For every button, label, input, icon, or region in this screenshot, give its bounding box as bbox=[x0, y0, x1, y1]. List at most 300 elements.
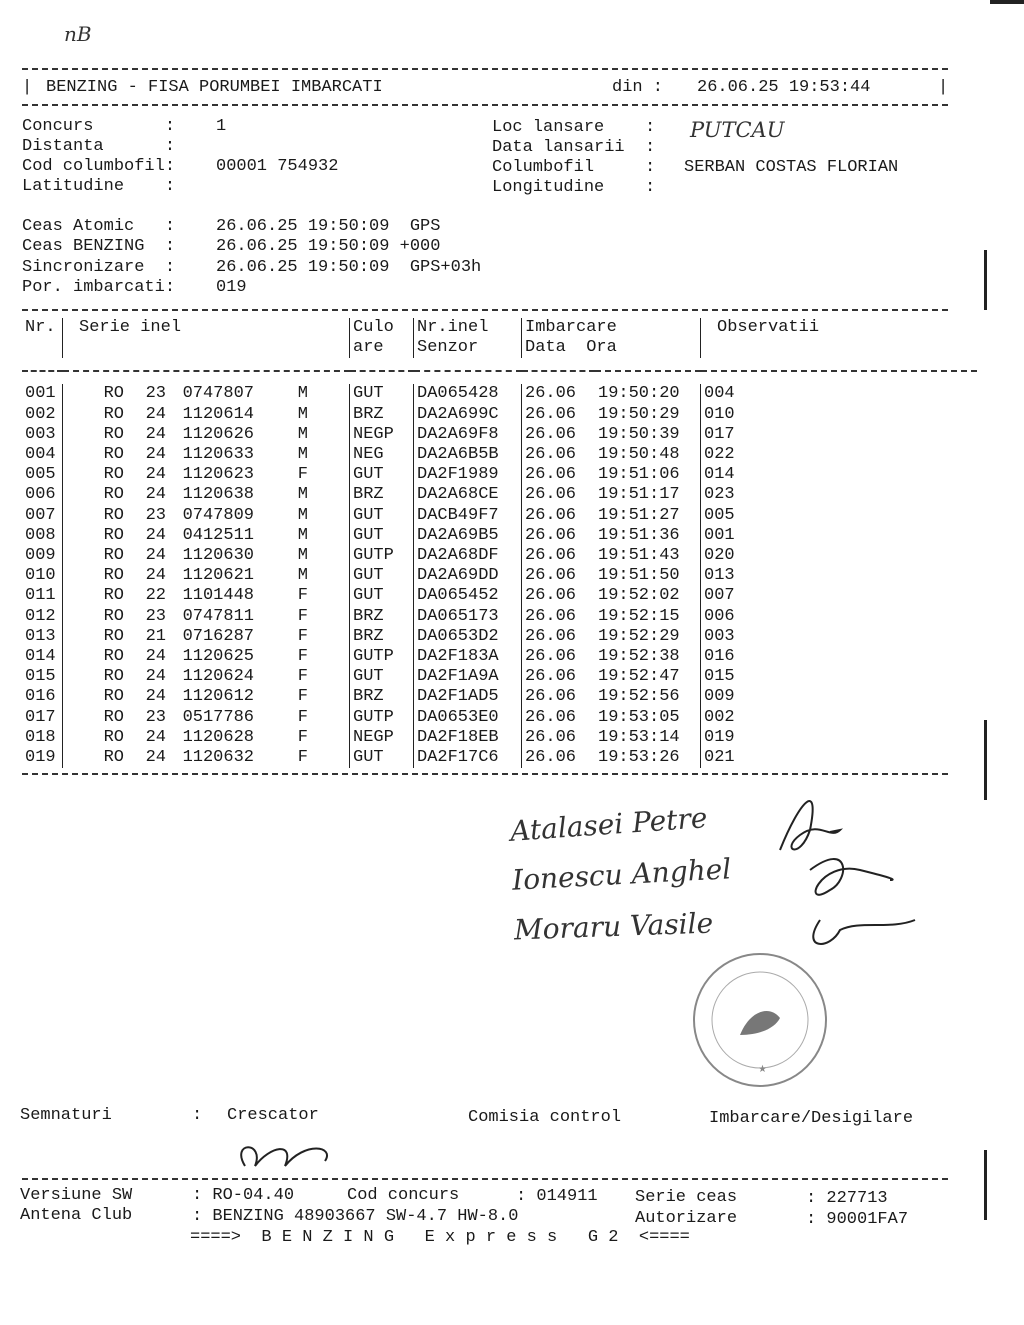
cell-inel: 0747811 bbox=[182, 606, 254, 626]
cell-sex: F bbox=[297, 727, 308, 747]
loc-lansare-label: Loc lansare : bbox=[492, 118, 656, 137]
antena-club-label: Antena Club bbox=[20, 1206, 133, 1225]
cell-ora: 19:52:47 bbox=[598, 667, 680, 687]
table-row bbox=[22, 526, 977, 546]
table-row bbox=[22, 485, 977, 505]
cell-tara: RO bbox=[103, 384, 124, 404]
ceas-benzing-label: Ceas BENZING : bbox=[22, 237, 176, 256]
ceas-benzing-value: 26.06.25 19:50:09 +000 bbox=[216, 237, 441, 256]
cell-ora: 19:51:06 bbox=[598, 465, 680, 485]
sincronizare-label: Sincronizare : bbox=[22, 258, 176, 277]
ceas-atomic-label: Ceas Atomic : bbox=[22, 217, 176, 236]
cell-tara: RO bbox=[103, 525, 124, 545]
cell-senzor: DA2F18EB bbox=[414, 728, 522, 748]
scan-artifact bbox=[990, 0, 1024, 4]
cell-an: 24 bbox=[145, 465, 166, 485]
cell-inel: 0716287 bbox=[182, 626, 254, 646]
header-culoare bbox=[350, 318, 414, 358]
cell-observatii: 017 bbox=[701, 425, 978, 445]
cell-tara: RO bbox=[103, 505, 124, 525]
header-observatii: Observatii bbox=[701, 318, 978, 358]
cell-tara: RO bbox=[103, 606, 124, 626]
header-culoare-line2: are bbox=[353, 338, 384, 358]
cell-serie-inel bbox=[63, 546, 350, 566]
header-left-bar: | bbox=[22, 78, 33, 97]
pigeon-table bbox=[22, 318, 977, 768]
cell-sex: F bbox=[297, 748, 308, 768]
cell-senzor: DA2A68DF bbox=[414, 546, 522, 566]
cell-sex: M bbox=[297, 566, 308, 586]
cell-inel: 1120626 bbox=[182, 424, 254, 444]
table-row bbox=[22, 506, 977, 526]
cell-inel: 0412511 bbox=[182, 525, 254, 545]
table-row bbox=[22, 566, 977, 586]
cell-tara: RO bbox=[103, 667, 124, 687]
cell-serie-inel bbox=[63, 607, 350, 627]
header-imbarcare bbox=[522, 318, 701, 358]
cell-culoare: GUT bbox=[350, 667, 414, 687]
cell-culoare: NEGP bbox=[350, 425, 414, 445]
header-right-bar: | bbox=[938, 78, 949, 97]
cell-nr: 016 bbox=[25, 687, 56, 707]
latitudine-label: Latitudine : bbox=[22, 177, 176, 196]
cell-an: 24 bbox=[145, 445, 166, 465]
cell-culoare: GUT bbox=[350, 506, 414, 526]
cell-serie-inel bbox=[63, 627, 350, 647]
versiune-sw-value: : RO-04.40 bbox=[192, 1186, 295, 1205]
cell-tara: RO bbox=[103, 727, 124, 747]
cell-culoare: BRZ bbox=[350, 627, 414, 647]
cell-serie-inel bbox=[63, 526, 350, 546]
separator bbox=[22, 104, 948, 106]
autorizare-label: Autorizare bbox=[635, 1209, 738, 1228]
pigeon-icon bbox=[740, 1011, 780, 1035]
separator bbox=[22, 309, 948, 311]
cell-data: 26.06 bbox=[522, 445, 596, 465]
cell-an: 23 bbox=[145, 707, 166, 727]
cell-an: 23 bbox=[145, 606, 166, 626]
cell-tara: RO bbox=[103, 626, 124, 646]
cell-culoare: GUT bbox=[350, 586, 414, 606]
separator bbox=[22, 1178, 948, 1180]
table-header-row bbox=[22, 318, 977, 358]
cell-serie-inel bbox=[63, 667, 350, 687]
distanta-label: Distanta : bbox=[22, 137, 176, 156]
loc-lansare-value: PUTCAU bbox=[690, 118, 785, 142]
cell-senzor: DA2A69B5 bbox=[414, 526, 522, 546]
cell-data: 26.06 bbox=[522, 627, 596, 647]
club-stamp bbox=[690, 950, 830, 1090]
cell-tara: RO bbox=[103, 586, 124, 606]
table-row bbox=[22, 465, 977, 485]
cell-ora: 19:51:36 bbox=[598, 525, 680, 545]
cell-data: 26.06 bbox=[522, 607, 596, 627]
cell-inel: 0517786 bbox=[182, 707, 254, 727]
table-row bbox=[22, 627, 977, 647]
cell-data: 26.06 bbox=[522, 465, 596, 485]
cell-data: 26.06 bbox=[522, 546, 596, 566]
cell-observatii: 004 bbox=[701, 384, 978, 404]
cell-inel: 1120624 bbox=[182, 667, 254, 687]
cell-culoare: BRZ bbox=[350, 607, 414, 627]
cell-data: 26.06 bbox=[522, 526, 596, 546]
cell-culoare: NEGP bbox=[350, 728, 414, 748]
cell-an: 24 bbox=[145, 404, 166, 424]
cell-observatii: 014 bbox=[701, 465, 978, 485]
cell-senzor: DA2A68CE bbox=[414, 485, 522, 505]
antena-club-value: : BENZING 48903667 SW-4.7 HW-8.0 bbox=[192, 1207, 519, 1226]
table-row bbox=[22, 667, 977, 687]
cell-observatii: 007 bbox=[701, 586, 978, 606]
cell-sex: M bbox=[297, 485, 308, 505]
imbarcare-desigilare-label: Imbarcare/Desigilare bbox=[709, 1109, 914, 1128]
header-nr-inel-line1: Nr.inel bbox=[417, 318, 489, 337]
handwritten-name-2: Ionescu Anghel bbox=[511, 852, 732, 897]
cell-inel: 1120612 bbox=[182, 687, 254, 707]
header-din-value: 26.06.25 19:53:44 bbox=[697, 78, 871, 97]
cell-nr: 011 bbox=[25, 586, 56, 606]
cell-senzor: DA2F183A bbox=[414, 647, 522, 667]
cell-observatii: 005 bbox=[701, 506, 978, 526]
handwritten-name-3: Moraru Vasile bbox=[513, 906, 714, 947]
cell-an: 24 bbox=[145, 566, 166, 586]
cell-nr: 006 bbox=[25, 485, 56, 505]
cell-data: 26.06 bbox=[522, 566, 596, 586]
cell-tara: RO bbox=[103, 465, 124, 485]
cell-observatii: 021 bbox=[701, 748, 978, 768]
cell-observatii: 010 bbox=[701, 405, 978, 425]
table-row bbox=[22, 728, 977, 748]
cell-sex: F bbox=[297, 465, 308, 485]
cell-tara: RO bbox=[103, 404, 124, 424]
cod-columbofil-label: Cod columbofil: bbox=[22, 157, 176, 176]
cell-observatii: 009 bbox=[701, 687, 978, 707]
cell-ora: 19:51:17 bbox=[598, 485, 680, 505]
cell-senzor: DACB49F7 bbox=[414, 506, 522, 526]
cell-ora: 19:51:50 bbox=[598, 566, 680, 586]
header-culoare-line1: Culo bbox=[353, 318, 394, 337]
table-row bbox=[22, 586, 977, 606]
cell-inel: 1101448 bbox=[182, 586, 254, 606]
cell-inel: 1120623 bbox=[182, 465, 254, 485]
header-nr-inel-senzor bbox=[414, 318, 522, 358]
cell-data: 26.06 bbox=[522, 405, 596, 425]
cell-serie-inel bbox=[63, 566, 350, 586]
porumbei-imbarcati-value: 019 bbox=[216, 278, 247, 297]
cell-nr: 017 bbox=[25, 707, 56, 727]
autorizare-value: : 90001FA7 bbox=[806, 1210, 909, 1229]
columbofil-value: SERBAN COSTAS FLORIAN bbox=[684, 158, 899, 177]
cell-observatii: 020 bbox=[701, 546, 978, 566]
benzing-banner: ====> B E N Z I N G E x p r e s s G 2 <==== bbox=[190, 1228, 690, 1247]
cell-nr: 018 bbox=[25, 727, 56, 747]
cell-culoare: GUT bbox=[350, 465, 414, 485]
cell-senzor: DA2F1AD5 bbox=[414, 687, 522, 707]
cell-nr: 002 bbox=[25, 404, 56, 424]
cell-senzor: DA2A69DD bbox=[414, 566, 522, 586]
cell-tara: RO bbox=[103, 424, 124, 444]
table-row bbox=[22, 607, 977, 627]
cell-an: 24 bbox=[145, 525, 166, 545]
cell-data: 26.06 bbox=[522, 586, 596, 606]
cell-an: 24 bbox=[145, 485, 166, 505]
cell-serie-inel bbox=[63, 728, 350, 748]
cell-senzor: DA2F1989 bbox=[414, 465, 522, 485]
cell-sex: M bbox=[297, 525, 308, 545]
cell-nr: 013 bbox=[25, 626, 56, 646]
cell-senzor: DA0653D2 bbox=[414, 627, 522, 647]
porumbei-imbarcati-label: Por. imbarcati: bbox=[22, 278, 176, 297]
cell-culoare: GUT bbox=[350, 748, 414, 768]
cell-an: 23 bbox=[145, 384, 166, 404]
cell-nr: 001 bbox=[25, 384, 56, 404]
cell-inel: 1120625 bbox=[182, 647, 254, 667]
cell-serie-inel bbox=[63, 687, 350, 707]
cell-data: 26.06 bbox=[522, 506, 596, 526]
cell-nr: 019 bbox=[25, 748, 56, 768]
cell-an: 24 bbox=[145, 727, 166, 747]
table-row bbox=[22, 647, 977, 667]
cell-tara: RO bbox=[103, 485, 124, 505]
cell-observatii: 016 bbox=[701, 647, 978, 667]
cell-serie-inel bbox=[63, 506, 350, 526]
cell-data: 26.06 bbox=[522, 687, 596, 707]
cell-data: 26.06 bbox=[522, 485, 596, 505]
comisia-control-label: Comisia control bbox=[468, 1108, 622, 1127]
cell-an: 24 bbox=[145, 424, 166, 444]
cell-culoare: NEG bbox=[350, 445, 414, 465]
cell-serie-inel bbox=[63, 586, 350, 606]
table-row bbox=[22, 546, 977, 566]
cell-nr: 003 bbox=[25, 424, 56, 444]
cell-an: 24 bbox=[145, 546, 166, 566]
serie-ceas-value: : 227713 bbox=[806, 1189, 888, 1208]
cell-an: 22 bbox=[145, 586, 166, 606]
cell-sex: F bbox=[297, 707, 308, 727]
table-row bbox=[22, 687, 977, 707]
header-nr-inel-line2: Senzor bbox=[417, 338, 479, 358]
crescator-label: Crescator bbox=[227, 1106, 319, 1125]
cell-tara: RO bbox=[103, 647, 124, 667]
header-imbarcare-line2: Data Ora bbox=[525, 338, 617, 358]
scan-artifact bbox=[984, 250, 987, 310]
separator bbox=[22, 773, 948, 775]
cell-ora: 19:52:29 bbox=[598, 626, 680, 646]
cell-tara: RO bbox=[103, 566, 124, 586]
cell-observatii: 022 bbox=[701, 445, 978, 465]
cell-ora: 19:51:43 bbox=[598, 546, 680, 566]
cell-nr: 008 bbox=[25, 525, 56, 545]
cell-data: 26.06 bbox=[522, 384, 596, 404]
cell-culoare: GUTP bbox=[350, 647, 414, 667]
cell-sex: F bbox=[297, 667, 308, 687]
cell-sex: F bbox=[297, 586, 308, 606]
ceas-atomic-value: 26.06.25 19:50:09 GPS bbox=[216, 217, 441, 236]
cell-sex: F bbox=[297, 687, 308, 707]
longitudine-label: Longitudine : bbox=[492, 178, 656, 197]
cell-ora: 19:53:26 bbox=[598, 748, 680, 768]
columbofil-label: Columbofil : bbox=[492, 158, 656, 177]
cell-ora: 19:53:05 bbox=[598, 707, 680, 727]
cell-serie-inel bbox=[63, 465, 350, 485]
cell-culoare: GUT bbox=[350, 526, 414, 546]
cell-senzor: DA2A69F8 bbox=[414, 425, 522, 445]
cell-culoare: GUTP bbox=[350, 708, 414, 728]
concurs-value: 1 bbox=[216, 117, 227, 136]
cell-ora: 19:52:02 bbox=[598, 586, 680, 606]
cell-ora: 19:50:48 bbox=[598, 445, 680, 465]
cell-observatii: 001 bbox=[701, 526, 978, 546]
page-title: BENZING - FISA PORUMBEI IMBARCATI bbox=[46, 78, 383, 97]
cell-serie-inel bbox=[63, 748, 350, 768]
header-nr: Nr. bbox=[25, 318, 56, 337]
cell-inel: 1120638 bbox=[182, 485, 254, 505]
table-row bbox=[22, 384, 977, 404]
cell-culoare: GUTP bbox=[350, 546, 414, 566]
cell-an: 24 bbox=[145, 667, 166, 687]
cell-observatii: 019 bbox=[701, 728, 978, 748]
cell-nr: 015 bbox=[25, 667, 56, 687]
cell-observatii: 013 bbox=[701, 566, 978, 586]
data-lansarii-label: Data lansarii : bbox=[492, 138, 656, 157]
cell-sex: M bbox=[297, 445, 308, 465]
cod-concurs-value: : 014911 bbox=[516, 1187, 598, 1206]
cell-culoare: GUT bbox=[350, 566, 414, 586]
cell-observatii: 015 bbox=[701, 667, 978, 687]
cell-tara: RO bbox=[103, 748, 124, 768]
cell-nr: 007 bbox=[25, 505, 56, 525]
handwritten-name-1: Atalasei Petre bbox=[509, 801, 709, 848]
table-row bbox=[22, 748, 977, 768]
cell-ora: 19:51:27 bbox=[598, 505, 680, 525]
cell-inel: 1120621 bbox=[182, 566, 254, 586]
cell-data: 26.06 bbox=[522, 708, 596, 728]
cell-culoare: BRZ bbox=[350, 687, 414, 707]
cell-observatii: 002 bbox=[701, 708, 978, 728]
header-din-label: din : bbox=[612, 78, 664, 97]
versiune-sw-label: Versiune SW bbox=[20, 1186, 133, 1205]
cell-inel: 1120614 bbox=[182, 404, 254, 424]
cell-inel: 1120630 bbox=[182, 546, 254, 566]
cell-senzor: DA065173 bbox=[414, 607, 522, 627]
separator bbox=[22, 358, 977, 371]
cell-data: 26.06 bbox=[522, 748, 596, 768]
table-row bbox=[22, 708, 977, 728]
cell-ora: 19:52:56 bbox=[598, 687, 680, 707]
cell-an: 24 bbox=[145, 687, 166, 707]
cell-observatii: 006 bbox=[701, 607, 978, 627]
cell-senzor: DA2F1A9A bbox=[414, 667, 522, 687]
scan-artifact bbox=[984, 720, 987, 800]
cell-nr: 014 bbox=[25, 647, 56, 667]
cell-an: 23 bbox=[145, 505, 166, 525]
cell-senzor: DA2A699C bbox=[414, 405, 522, 425]
cell-sex: F bbox=[297, 647, 308, 667]
signature-scribbles bbox=[740, 780, 940, 960]
cell-serie-inel bbox=[63, 405, 350, 425]
cell-tara: RO bbox=[103, 687, 124, 707]
corner-handwritten-mark: nB bbox=[64, 22, 92, 46]
cell-inel: 0747807 bbox=[182, 384, 254, 404]
cell-senzor: DA2F17C6 bbox=[414, 748, 522, 768]
cell-ora: 19:52:15 bbox=[598, 606, 680, 626]
cell-senzor: DA2A6B5B bbox=[414, 445, 522, 465]
separator bbox=[22, 68, 948, 70]
header-imbarcare-line1: Imbarcare bbox=[525, 318, 617, 337]
cell-data: 26.06 bbox=[522, 647, 596, 667]
cell-nr: 010 bbox=[25, 566, 56, 586]
semnaturi-colon: : bbox=[192, 1106, 203, 1125]
cell-senzor: DA065452 bbox=[414, 586, 522, 606]
cell-observatii: 023 bbox=[701, 485, 978, 505]
star-icon: ★ bbox=[758, 1064, 767, 1075]
cell-nr: 004 bbox=[25, 445, 56, 465]
cell-data: 26.06 bbox=[522, 728, 596, 748]
cell-tara: RO bbox=[103, 445, 124, 465]
cell-serie-inel bbox=[63, 425, 350, 445]
cod-columbofil-value: 00001 754932 bbox=[216, 157, 339, 176]
cell-tara: RO bbox=[103, 546, 124, 566]
cell-culoare: BRZ bbox=[350, 485, 414, 505]
cell-sex: M bbox=[297, 424, 308, 444]
cell-inel: 1120633 bbox=[182, 445, 254, 465]
signature-2 bbox=[810, 859, 893, 895]
cell-senzor: DA065428 bbox=[414, 384, 522, 404]
cell-an: 21 bbox=[145, 626, 166, 646]
table-row bbox=[22, 445, 977, 465]
cell-sex: F bbox=[297, 606, 308, 626]
cell-observatii: 003 bbox=[701, 627, 978, 647]
cell-data: 26.06 bbox=[522, 667, 596, 687]
signature-3 bbox=[813, 920, 915, 944]
cod-concurs-label: Cod concurs bbox=[347, 1186, 460, 1205]
signature-1 bbox=[780, 801, 840, 850]
sincronizare-value: 26.06.25 19:50:09 GPS+03h bbox=[216, 258, 482, 277]
concurs-label: Concurs : bbox=[22, 117, 176, 136]
cell-inel: 1120632 bbox=[182, 748, 254, 768]
cell-ora: 19:52:38 bbox=[598, 647, 680, 667]
cell-culoare: GUT bbox=[350, 384, 414, 404]
spacer bbox=[22, 371, 977, 384]
serie-ceas-label: Serie ceas bbox=[635, 1188, 738, 1207]
table-row bbox=[22, 425, 977, 445]
cell-sex: M bbox=[297, 546, 308, 566]
cell-inel: 0747809 bbox=[182, 505, 254, 525]
cell-serie-inel bbox=[63, 485, 350, 505]
cell-an: 24 bbox=[145, 748, 166, 768]
cell-ora: 19:50:39 bbox=[598, 424, 680, 444]
table-row bbox=[22, 405, 977, 425]
cell-serie-inel bbox=[63, 384, 350, 404]
cell-ora: 19:50:20 bbox=[598, 384, 680, 404]
cell-senzor: DA0653E0 bbox=[414, 708, 522, 728]
cell-sex: M bbox=[297, 404, 308, 424]
cell-an: 24 bbox=[145, 647, 166, 667]
cell-sex: F bbox=[297, 626, 308, 646]
cell-sex: M bbox=[297, 505, 308, 525]
cell-data: 26.06 bbox=[522, 425, 596, 445]
cell-nr: 012 bbox=[25, 606, 56, 626]
cell-tara: RO bbox=[103, 707, 124, 727]
cell-nr: 005 bbox=[25, 465, 56, 485]
cell-ora: 19:53:14 bbox=[598, 727, 680, 747]
scan-artifact bbox=[984, 1150, 987, 1220]
cell-ora: 19:50:29 bbox=[598, 404, 680, 424]
cell-serie-inel bbox=[63, 708, 350, 728]
semnaturi-label: Semnaturi bbox=[20, 1106, 112, 1125]
cell-serie-inel bbox=[63, 445, 350, 465]
header-serie-inel: Serie inel bbox=[63, 318, 350, 358]
